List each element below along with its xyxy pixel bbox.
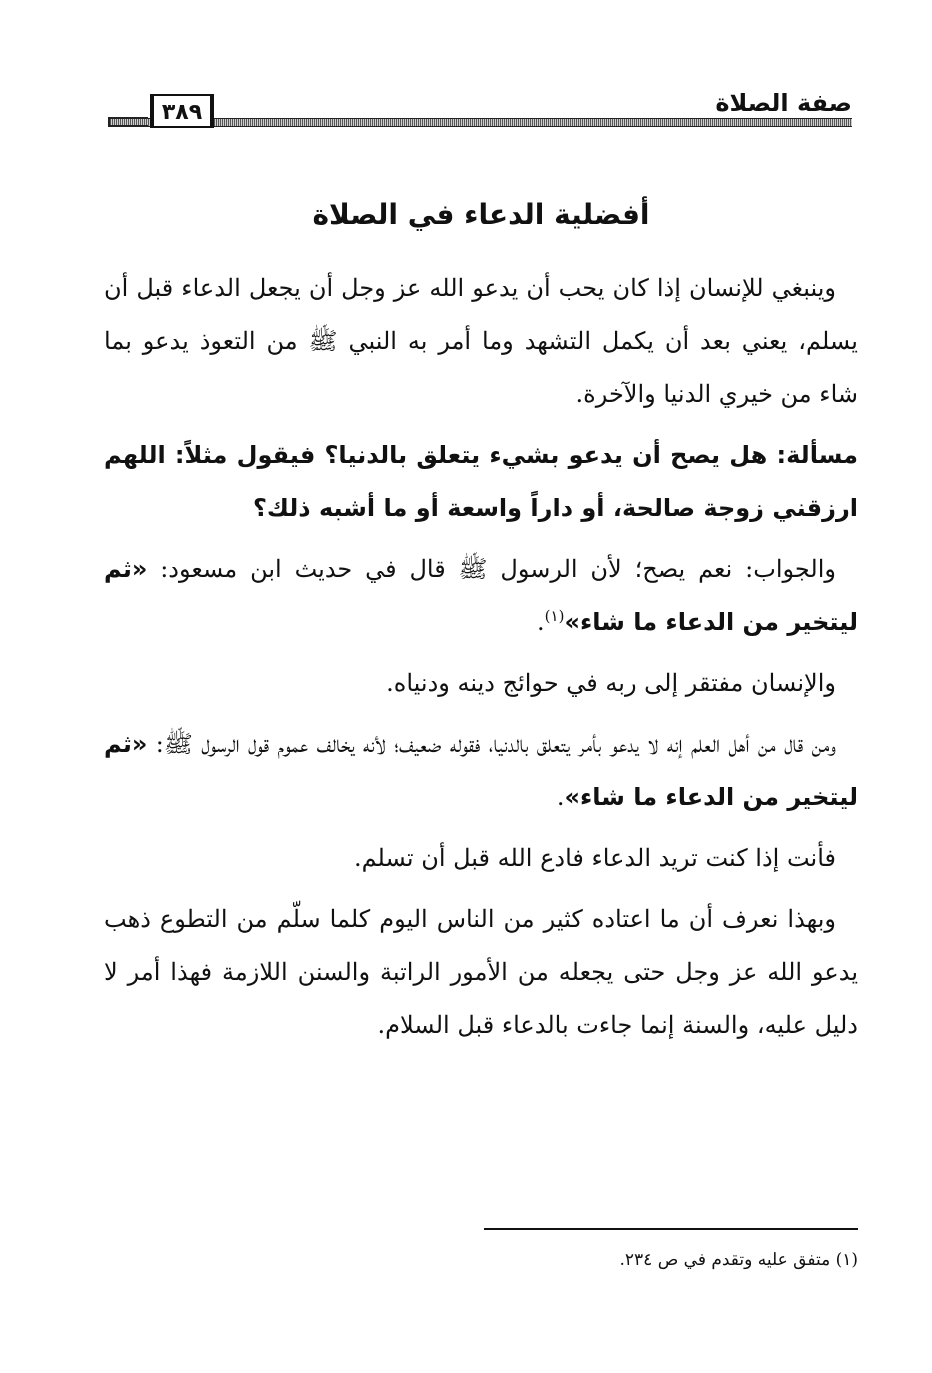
refutation-text: ومن قال من أهل العلم إنه لا يدعو بأمر يتعلق بالدنيا، فقوله ضعيف؛ لأنه يخالف عموم قول الرسول ﷺ:	[147, 730, 836, 758]
paragraph-custom: وبهذا نعرف أن ما اعتاده كثير من الناس اليوم كلما سلّم من التطوع ذهب يدعو الله عز وجل حتى يجعله من الأمور الراتبة والسنن اللازمة فهذا أمر لا دليل عليه، والسنة إنما جاءت بالدعاء قبل السلام.	[104, 905, 858, 1039]
paragraph-refutation	[104, 718, 858, 824]
header-rule-end	[108, 117, 148, 126]
paragraph-conclusion: فأنت إذا كنت تريد الدعاء فادع الله قبل أن تسلم.	[353, 844, 836, 872]
hadith-quote-repeat: «ثم ليتخير من الدعاء ما شاء»	[104, 730, 858, 811]
page-number: ٣٨٩	[150, 94, 214, 128]
hadith-quote: «ثم ليتخير من الدعاء ما شاء»	[104, 555, 858, 636]
answer-text: والجواب: نعم يصح؛ لأن الرسول ﷺ قال في حديث ابن مسعود:	[147, 555, 836, 583]
header-rule	[108, 118, 852, 127]
page-body	[104, 190, 858, 1060]
answer-end: .	[537, 608, 545, 636]
paragraph-intro: وينبغي للإنسان إذا كان يحب أن يدعو الله عز وجل أن يجعل الدعاء قبل أن يسلم، يعني بعد أن يكمل التشهد وما أمر به النبي ﷺ من التعوذ يدعو بما شاء من خيري الدنيا والآخرة.	[104, 274, 858, 408]
page-header	[108, 88, 852, 132]
running-title: صفة الصلاة	[715, 89, 852, 117]
paragraph-need: والإنسان مفتقر إلى ربه في حوائج دينه ودنياه.	[386, 669, 836, 697]
paragraph-answer	[104, 543, 858, 649]
refutation-end: .	[556, 783, 565, 811]
chapter-title: أفضلية الدعاء في الصلاة	[312, 198, 650, 231]
footnote: (١) متفق عليه وتقدم في ص ٢٣٤.	[619, 1250, 858, 1270]
paragraph-question: مسألة: هل يصح أن يدعو بشيء يتعلق بالدنيا؟ فيقول مثلاً: اللهم ارزقني زوجة صالحة، أو داراً واسعة أو ما أشبه ذلك؟	[104, 441, 858, 522]
footnote-marker: (١)	[544, 607, 565, 625]
footnote-separator	[484, 1228, 858, 1230]
